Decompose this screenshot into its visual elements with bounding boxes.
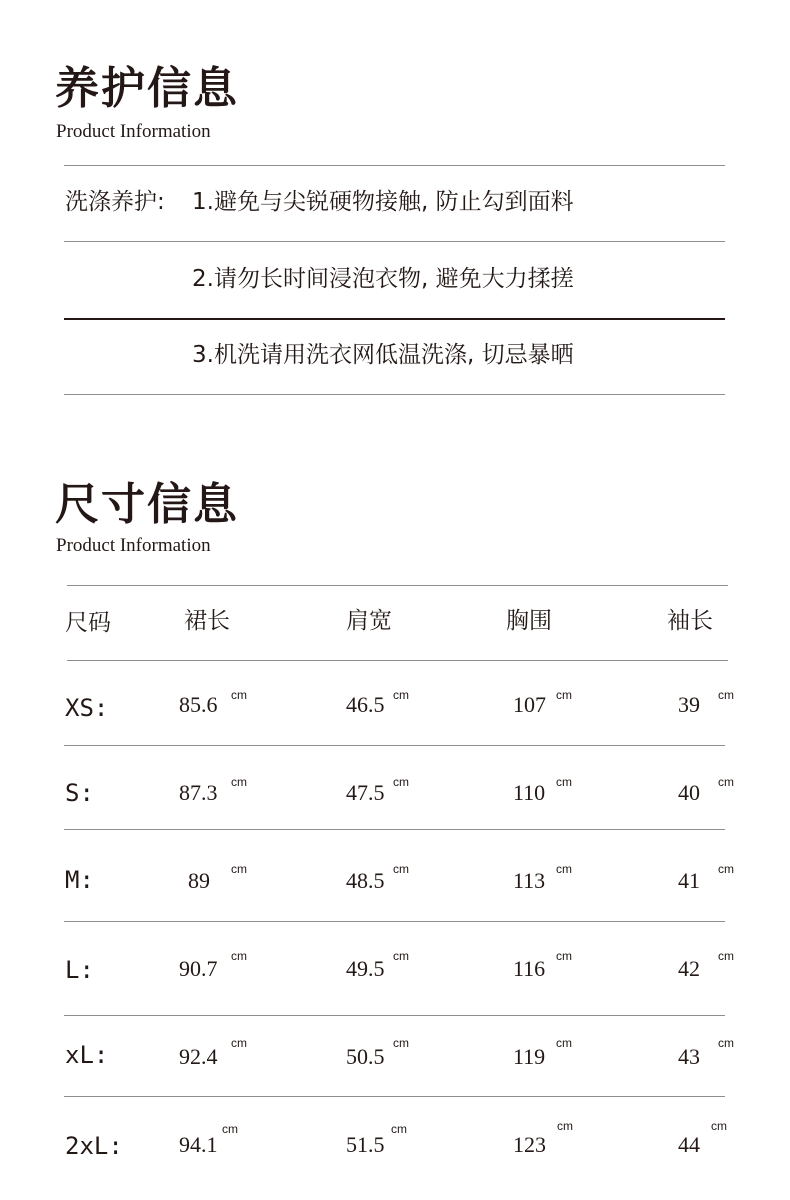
care-section-subtitle: Product Information bbox=[56, 121, 211, 142]
sleeve-value: 39 bbox=[678, 692, 700, 717]
care-item-3: 3.机洗请用洗衣网低温洗涤, 切忌暴晒 bbox=[192, 342, 574, 368]
size-label: 2xL: bbox=[65, 1132, 123, 1160]
divider bbox=[64, 745, 725, 746]
shoulder-value: 46.5 bbox=[346, 692, 385, 717]
size-label: XS: bbox=[65, 694, 109, 722]
unit-label: cm bbox=[231, 949, 247, 963]
unit-label: cm bbox=[556, 688, 572, 702]
unit-label: cm bbox=[718, 775, 734, 789]
shoulder-value: 48.5 bbox=[346, 868, 385, 893]
shoulder-value: 50.5 bbox=[346, 1044, 385, 1069]
chest-value: 119 bbox=[513, 1044, 546, 1069]
sleeve-value: 42 bbox=[678, 956, 700, 981]
length-value: 94.1 bbox=[179, 1132, 218, 1157]
unit-label: cm bbox=[393, 775, 409, 789]
chest-value: 110 bbox=[513, 780, 546, 805]
header-chest: 胸围 bbox=[506, 608, 552, 634]
unit-label: cm bbox=[231, 1036, 247, 1050]
unit-label: cm bbox=[718, 688, 734, 702]
unit-label: cm bbox=[718, 1036, 734, 1050]
unit-label: cm bbox=[222, 1122, 238, 1136]
divider bbox=[64, 921, 725, 922]
unit-label: cm bbox=[557, 1119, 573, 1133]
shoulder-value: 49.5 bbox=[346, 956, 385, 981]
unit-label: cm bbox=[556, 775, 572, 789]
unit-label: cm bbox=[391, 1122, 407, 1136]
divider bbox=[67, 660, 728, 661]
chest-value: 116 bbox=[513, 956, 546, 981]
unit-label: cm bbox=[393, 949, 409, 963]
length-value: 87.3 bbox=[179, 780, 218, 805]
chest-value: 113 bbox=[513, 868, 546, 893]
unit-label: cm bbox=[718, 949, 734, 963]
size-label: S: bbox=[65, 779, 94, 807]
divider bbox=[64, 1015, 725, 1016]
divider bbox=[64, 829, 725, 830]
unit-label: cm bbox=[231, 775, 247, 789]
divider bbox=[64, 394, 725, 395]
shoulder-value: 47.5 bbox=[346, 780, 385, 805]
size-label: xL: bbox=[65, 1041, 109, 1069]
chest-value: 107 bbox=[513, 692, 546, 717]
unit-label: cm bbox=[393, 688, 409, 702]
unit-label: cm bbox=[231, 688, 247, 702]
divider bbox=[64, 165, 725, 166]
unit-label: cm bbox=[556, 1036, 572, 1050]
size-section-title: 尺寸信息 bbox=[55, 479, 239, 530]
sleeve-value: 43 bbox=[678, 1044, 700, 1069]
unit-label: cm bbox=[231, 862, 247, 876]
unit-label: cm bbox=[556, 949, 572, 963]
length-value: 89 bbox=[188, 868, 210, 893]
care-item-2: 2.请勿长时间浸泡衣物, 避免大力揉搓 bbox=[192, 266, 574, 292]
sleeve-value: 44 bbox=[678, 1132, 700, 1157]
sleeve-value: 40 bbox=[678, 780, 700, 805]
care-label: 洗涤养护: bbox=[65, 189, 165, 215]
size-label: M: bbox=[65, 866, 94, 894]
sleeve-value: 41 bbox=[678, 868, 700, 893]
shoulder-value: 51.5 bbox=[346, 1132, 385, 1157]
divider bbox=[64, 318, 725, 320]
size-label: L: bbox=[65, 956, 94, 984]
header-shoulder: 肩宽 bbox=[346, 608, 392, 634]
unit-label: cm bbox=[711, 1119, 727, 1133]
divider bbox=[64, 241, 725, 242]
header-length: 裙长 bbox=[184, 608, 230, 634]
length-value: 90.7 bbox=[179, 956, 218, 981]
unit-label: cm bbox=[556, 862, 572, 876]
length-value: 85.6 bbox=[179, 692, 218, 717]
care-item-1: 1.避免与尖锐硬物接触, 防止勾到面料 bbox=[192, 189, 574, 215]
care-section-title: 养护信息 bbox=[55, 63, 239, 114]
header-size: 尺码 bbox=[65, 610, 111, 636]
divider bbox=[64, 1096, 725, 1097]
unit-label: cm bbox=[393, 862, 409, 876]
length-value: 92.4 bbox=[179, 1044, 218, 1069]
unit-label: cm bbox=[393, 1036, 409, 1050]
chest-value: 123 bbox=[513, 1132, 546, 1157]
unit-label: cm bbox=[718, 862, 734, 876]
size-section-subtitle: Product Information bbox=[56, 535, 211, 556]
table-top-rule bbox=[67, 585, 728, 586]
header-sleeve: 袖长 bbox=[667, 608, 713, 634]
